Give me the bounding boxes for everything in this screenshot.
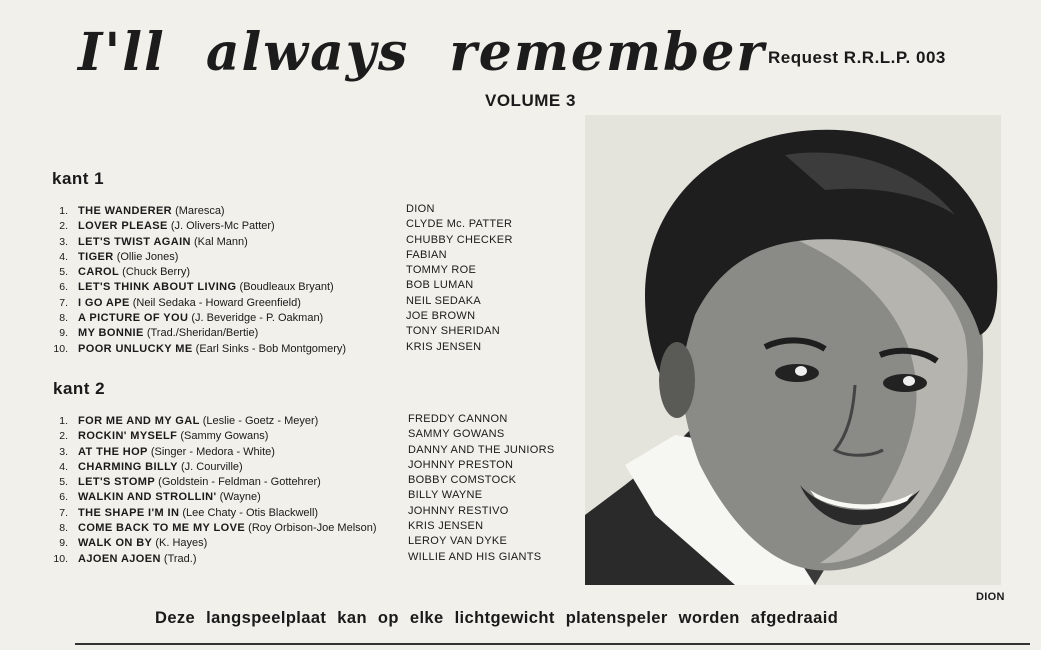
track-title: AJOEN AJOEN	[78, 552, 161, 565]
track-title: ROCKIN' MYSELF	[78, 430, 178, 443]
side-2-heading: kant 2	[53, 379, 106, 398]
track-row	[44, 414, 377, 429]
side-1-tracklist	[44, 204, 346, 357]
track-artist: JOHNNY PRESTON	[408, 458, 514, 471]
track-number: 3.	[59, 235, 68, 248]
track-number: 4.	[59, 250, 68, 263]
track-writers: (Maresca)	[175, 205, 225, 217]
track-writers: (Boudleaux Bryant)	[239, 281, 334, 294]
track-artist: NEIL SEDAKA	[406, 294, 482, 307]
track-artist: DION	[406, 203, 435, 215]
side-2-artists	[408, 412, 554, 565]
track-artist: TONY SHERIDAN	[406, 325, 500, 338]
track-title: LET'S TWIST AGAIN	[78, 235, 191, 248]
track-artist: FREDDY CANNON	[408, 413, 508, 425]
track-row	[44, 490, 377, 505]
track-title: WALK ON BY	[78, 537, 153, 550]
bottom-rule	[75, 643, 1030, 645]
track-writers: (K. Hayes)	[155, 537, 208, 550]
track-writers: (Ollie Jones)	[116, 250, 179, 263]
track-writers: (Leslie - Goetz - Meyer)	[202, 415, 319, 427]
track-row	[44, 235, 346, 250]
volume-label: VOLUME 3	[485, 91, 576, 110]
track-row	[44, 506, 377, 521]
track-row	[44, 521, 377, 536]
track-artist: CLYDE Mc. PATTER	[406, 218, 513, 231]
track-number: 5.	[59, 266, 68, 279]
track-row	[44, 429, 377, 444]
track-writers: (Roy Orbison-Joe Melson)	[248, 522, 377, 535]
track-number: 3.	[59, 445, 68, 458]
track-title: COME BACK TO ME MY LOVE	[78, 522, 246, 535]
track-artist: BOBBY COMSTOCK	[408, 474, 517, 487]
track-number: 7.	[59, 506, 68, 519]
track-writers: (Earl Sinks - Bob Montgomery)	[195, 342, 347, 355]
track-writers: (Sammy Gowans)	[180, 430, 269, 443]
track-artist: JOHNNY RESTIVO	[408, 504, 509, 517]
track-writers: (Lee Chaty - Otis Blackwell)	[182, 506, 319, 519]
track-writers: (Trad./Sheridan/Bertie)	[146, 327, 259, 340]
side-1-heading: kant 1	[52, 169, 105, 188]
track-row	[44, 219, 346, 234]
side-1-artists	[406, 202, 513, 355]
track-artist: WILLIE AND HIS GIANTS	[408, 550, 542, 563]
track-writers: (J. Beveridge - P. Oakman)	[191, 312, 324, 325]
track-row	[44, 326, 346, 341]
track-title: A PICTURE OF YOU	[78, 312, 189, 325]
side-2-tracklist	[44, 414, 377, 567]
track-number: 5.	[59, 476, 68, 489]
track-title: I GO APE	[78, 296, 130, 309]
track-writers: (Goldstein - Feldman - Gottehrer)	[158, 476, 321, 489]
track-artist: KRIS JENSEN	[406, 340, 482, 353]
track-number: 2.	[59, 430, 68, 443]
track-title: FOR ME AND MY GAL	[78, 415, 200, 427]
track-writers: (J. Courville)	[180, 460, 243, 473]
track-row	[44, 265, 346, 280]
track-number: 9.	[59, 537, 68, 550]
track-number: 1.	[59, 415, 68, 427]
track-artist: BILLY WAYNE	[408, 489, 483, 502]
track-title: CAROL	[78, 266, 120, 279]
track-title: AT THE HOP	[78, 445, 148, 458]
track-row	[44, 280, 346, 295]
album-title: I'll always remember	[78, 22, 766, 83]
track-title: MY BONNIE	[78, 327, 144, 340]
track-row	[44, 311, 346, 326]
footer-note: Deze langspeelplaat kan op elke lichtgewicht platenspeler worden afgedraaid	[155, 609, 839, 627]
track-artist: TOMMY ROE	[406, 264, 477, 277]
track-artist: KRIS JENSEN	[408, 520, 484, 533]
track-artist: JOE BROWN	[406, 310, 476, 323]
track-artist: BOB LUMAN	[406, 279, 474, 292]
track-writers: (Neil Sedaka - Howard Greenfield)	[132, 296, 301, 309]
track-number: 2.	[59, 220, 68, 233]
catalog-number: Request R.R.L.P. 003	[768, 48, 946, 67]
track-title: LET'S THINK ABOUT LIVING	[78, 281, 237, 294]
track-number: 6.	[59, 491, 68, 504]
track-row	[44, 552, 377, 567]
track-number: 10.	[53, 552, 68, 565]
track-writers: (Kal Mann)	[193, 235, 248, 248]
track-number: 4.	[59, 460, 68, 473]
track-artist: DANNY AND THE JUNIORS	[408, 443, 555, 456]
track-artist: CHUBBY CHECKER	[406, 233, 513, 246]
artist-photo	[585, 115, 1001, 585]
portrait-illustration	[585, 115, 1001, 585]
track-row	[44, 536, 377, 551]
track-number: 9.	[59, 327, 68, 340]
track-writers: (Wayne)	[219, 491, 261, 504]
track-row	[44, 342, 346, 357]
track-row	[44, 460, 377, 475]
track-title: WALKIN AND STROLLIN'	[78, 491, 217, 504]
track-writers: (Trad.)	[163, 552, 197, 565]
track-title: THE WANDERER	[78, 205, 173, 217]
track-row	[44, 204, 346, 219]
track-number: 10.	[53, 342, 68, 355]
track-row	[44, 296, 346, 311]
track-number: 7.	[59, 296, 68, 309]
track-number: 8.	[59, 312, 68, 325]
track-artist: SAMMY GOWANS	[408, 428, 505, 441]
track-writers: (Singer - Medora - White)	[150, 445, 275, 458]
track-artist: FABIAN	[406, 248, 447, 261]
track-number: 6.	[59, 281, 68, 294]
track-title: POOR UNLUCKY ME	[78, 342, 193, 355]
track-artist: LEROY VAN DYKE	[408, 535, 508, 548]
track-row	[44, 250, 346, 265]
track-number: 8.	[59, 522, 68, 535]
track-row	[44, 475, 377, 490]
photo-caption: DION	[976, 591, 1005, 603]
track-title: THE SHAPE I'M IN	[78, 506, 180, 519]
track-number: 1.	[59, 205, 68, 217]
track-title: LET'S STOMP	[78, 476, 156, 489]
track-row	[44, 445, 377, 460]
track-title: TIGER	[78, 250, 114, 263]
track-title: CHARMING BILLY	[78, 460, 178, 473]
track-writers: (Chuck Berry)	[122, 266, 191, 279]
track-writers: (J. Olivers-Mc Patter)	[170, 220, 275, 233]
track-title: LOVER PLEASE	[78, 220, 168, 233]
